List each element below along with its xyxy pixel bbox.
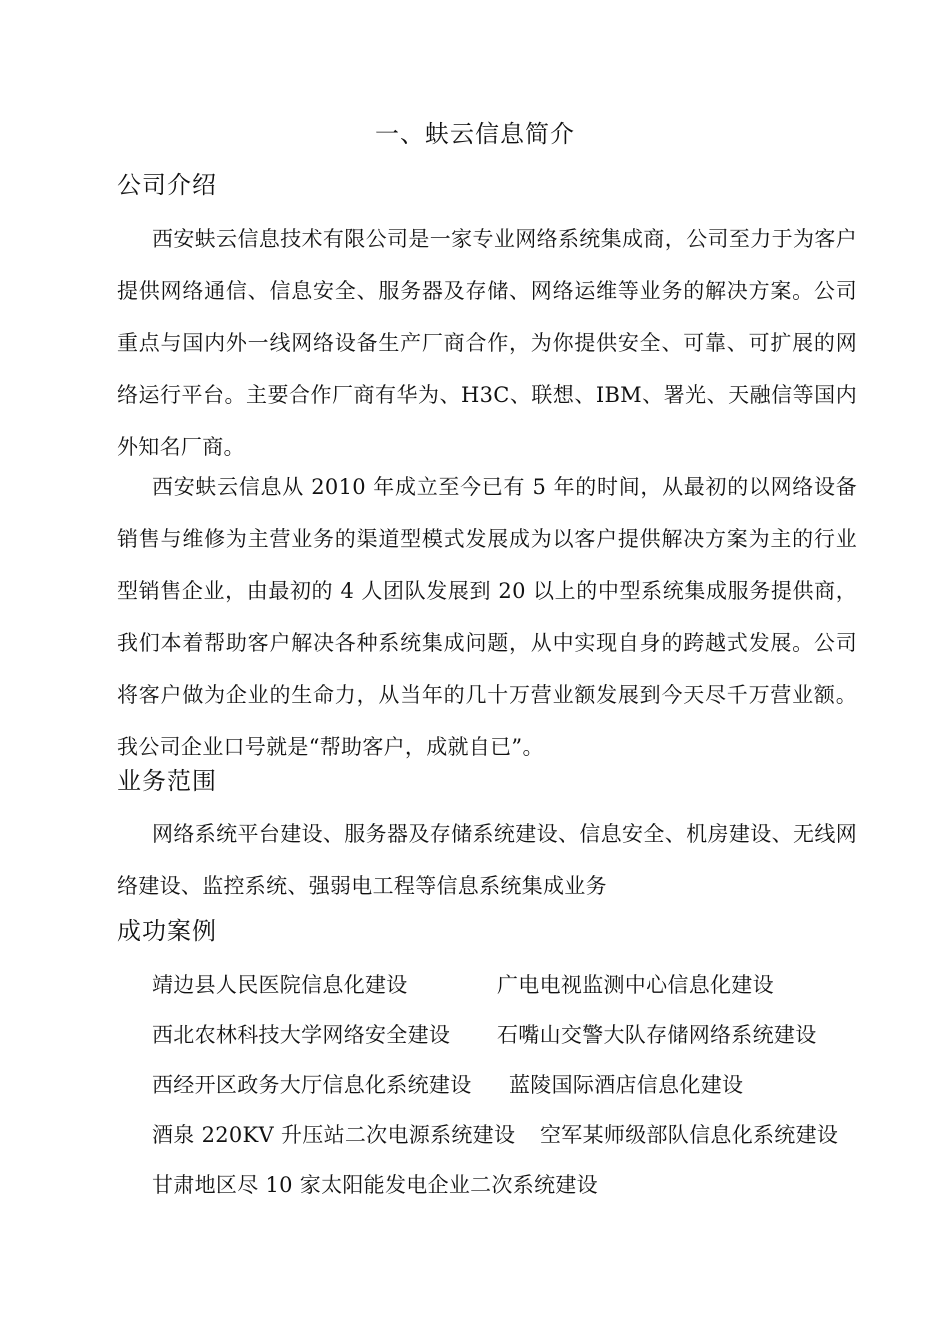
case-item: 广电电视监测中心信息化建设 xyxy=(497,973,774,997)
company-intro-paragraph-1: 西安蚨云信息技术有限公司是一家专业网络系统集成商，公司至力于为客户提供网络通信、信息安全、服务器及存储、网络运维等业务的解决方案。公司重点与国内外一线网络设备生产厂商合作，为你提供安全、可靠、可扩展的网络运行平台。主要合作厂商有华为、H3C、联想、IBM、署光、天融信等国内外知名厂商。 xyxy=(117,227,857,459)
case-row xyxy=(152,1010,872,1060)
document-title: 一、蚨云信息简介 xyxy=(375,120,575,148)
case-row xyxy=(152,1160,872,1210)
company-intro-paragraph-2: 西安蚨云信息从 2010 年成立至今已有 5 年的时间，从最初的以网络设备销售与维修为主营业务的渠道型模式发展成为以客户提供解决方案为主的行业型销售企业，由最初的 4 人团队发展到 20 以上的中型系统集成服务提供商，我们本着帮助客户解决各种系统集成问题，从中实现自身的跨越式发展。公司将客户做为企业的生命力，从当年的几十万营业额发展到今天尽千万营业额。我公司企业口号就是“帮助客户，成就自已”。 xyxy=(117,475,857,759)
case-item: 西北农林科技大学网络安全建设 xyxy=(152,1023,451,1047)
case-row xyxy=(152,1060,872,1110)
case-row xyxy=(152,960,872,1010)
case-item: 靖边县人民医院信息化建设 xyxy=(152,973,408,997)
case-item: 甘肃地区尽 10 家太阳能发电企业二次系统建设 xyxy=(152,1173,598,1197)
case-item: 酒泉 220KV 升压站二次电源系统建设 xyxy=(152,1123,516,1147)
success-cases-list xyxy=(152,960,872,1210)
case-item: 西经开区政务大厅信息化系统建设 xyxy=(152,1073,472,1097)
section-heading-business-scope: 业务范围 xyxy=(117,767,217,795)
section-heading-company-intro: 公司介绍 xyxy=(117,171,217,199)
business-scope-paragraph: 网络系统平台建设、服务器及存储系统建设、信息安全、机房建设、无线网络建设、监控系统、强弱电工程等信息系统集成业务 xyxy=(117,822,857,898)
case-item: 蓝陵国际酒店信息化建设 xyxy=(509,1073,744,1097)
case-row xyxy=(152,1110,872,1160)
case-item: 空军某师级部队信息化系统建设 xyxy=(540,1123,839,1147)
section-heading-success-cases: 成功案例 xyxy=(117,917,217,945)
case-item: 石嘴山交警大队存储网络系统建设 xyxy=(497,1023,817,1047)
